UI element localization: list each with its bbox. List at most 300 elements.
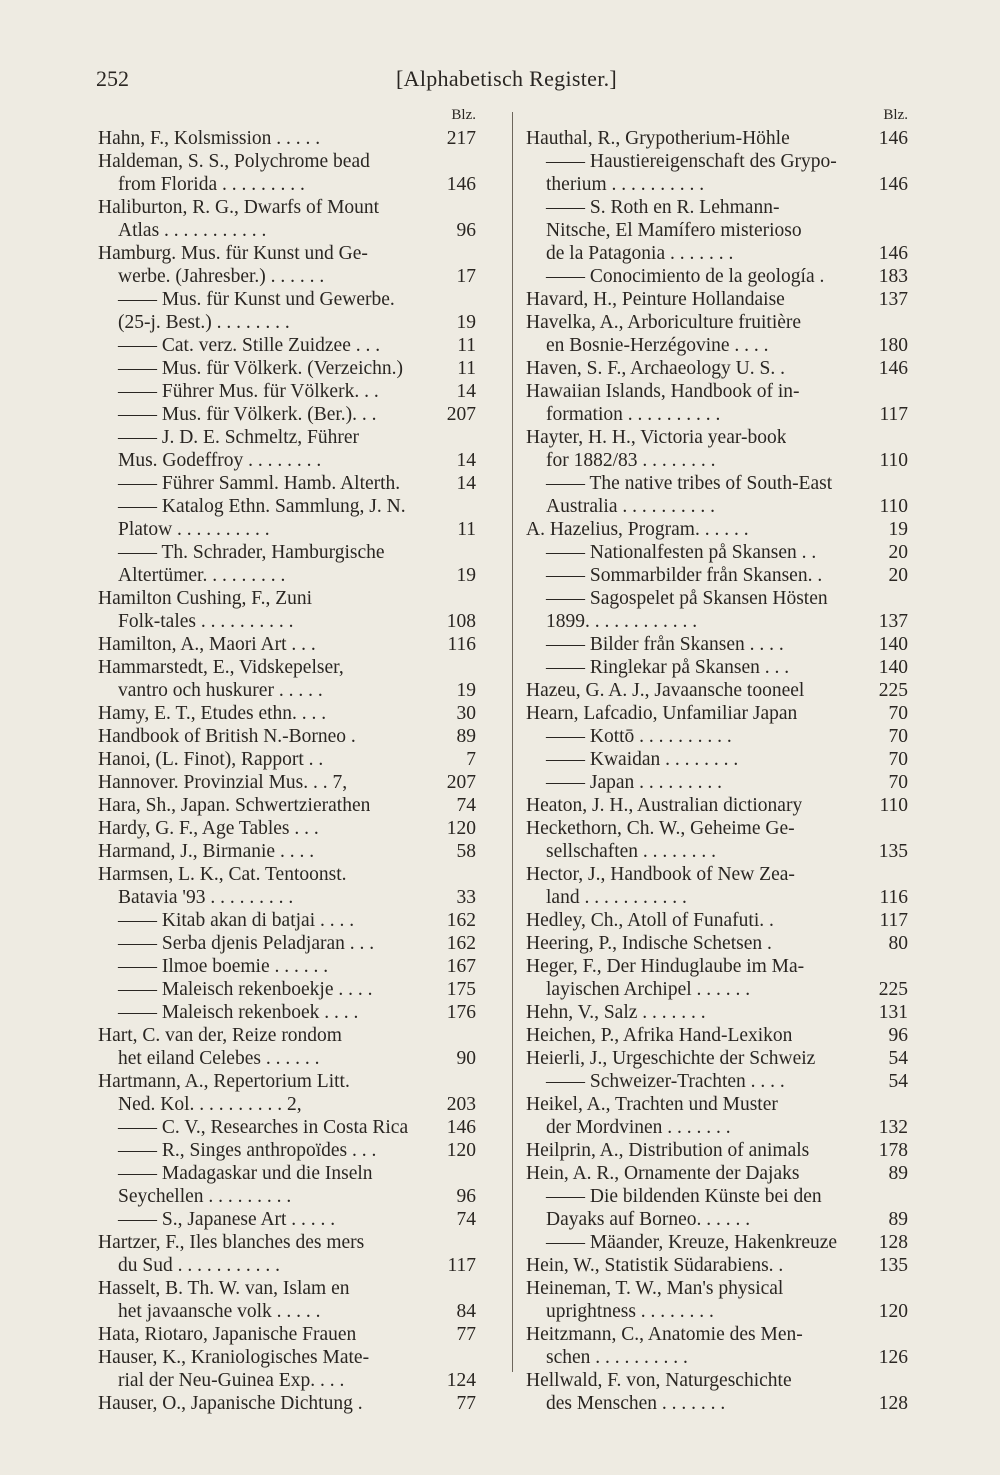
entry-page: [884, 219, 908, 242]
entry-page: 162: [446, 933, 476, 954]
entry-page: 128: [878, 1393, 908, 1414]
entry-page: 146: [878, 243, 908, 264]
entry-text: Hearn, Lafcadio, Unfamiliar Japan: [526, 703, 798, 724]
entry-page: 14: [456, 450, 476, 471]
entry-page: 146: [878, 174, 908, 195]
index-entry: [526, 426, 908, 449]
entry-page: 19: [456, 312, 476, 333]
index-entry: [98, 748, 476, 771]
index-entry: [98, 909, 476, 932]
entry-text: —— C. V., Researches in Costa Rica: [118, 1117, 409, 1138]
entry-text: —— Mäander, Kreuze, Hakenkreuze: [546, 1232, 838, 1253]
entry-text: der Mordvinen . . . . . . .: [546, 1117, 731, 1138]
index-entry: [526, 1208, 908, 1231]
entry-text: Heger, F., Der Hinduglaube im Ma-: [526, 956, 805, 977]
entry-text: Mus. Godeffroy . . . . . . . .: [118, 450, 322, 471]
entry-text: Hellwald, F. von, Naturgeschichte: [526, 1370, 792, 1391]
entry-page: 110: [879, 496, 908, 517]
index-entry: [98, 541, 476, 564]
entry-text: schen . . . . . . . . . .: [546, 1347, 688, 1368]
entry-text: en Bosnie-Herzégovine . . . .: [546, 335, 769, 356]
entry-text: Hardy, G. F., Age Tables . . .: [98, 818, 319, 839]
index-entry: [526, 886, 908, 909]
index-entry: [98, 127, 476, 150]
index-entry: [98, 1001, 476, 1024]
index-entry: [98, 587, 476, 610]
entry-page: 124: [446, 1370, 476, 1391]
index-entry: [98, 771, 476, 794]
index-entry: [98, 1254, 476, 1277]
index-entry: [526, 1070, 908, 1093]
entry-page: 90: [456, 1048, 476, 1069]
index-entry: [526, 1162, 908, 1185]
entry-text: —— Die bildenden Künste bei den: [546, 1186, 822, 1207]
entry-text: —— Kottō . . . . . . . . . .: [546, 726, 732, 747]
index-entry: [526, 1001, 908, 1024]
entry-page: [884, 817, 908, 840]
page-column-label: Blz.: [883, 107, 908, 123]
entry-page: [884, 380, 908, 403]
entry-text: (25-j. Best.) . . . . . . . .: [118, 312, 290, 333]
entry-page: 7: [466, 749, 476, 770]
index-entry: [526, 748, 908, 771]
entry-text: —— Mus. für Kunst und Gewerbe.: [118, 289, 395, 310]
entry-text: Hehn, V., Salz . . . . . . .: [526, 1002, 706, 1023]
entry-text: des Menschen . . . . . . .: [546, 1393, 726, 1414]
index-entry: [526, 196, 908, 219]
entry-text: for 1882/83 . . . . . . . .: [546, 450, 716, 471]
entry-page: [884, 426, 908, 449]
entry-text: du Sud . . . . . . . . . . .: [118, 1255, 280, 1276]
entry-text: —— Cat. verz. Stille Zuidzee . . .: [118, 335, 381, 356]
entry-text: —— S., Japanese Art . . . . .: [118, 1209, 336, 1230]
entry-text: Seychellen . . . . . . . . .: [118, 1186, 292, 1207]
entry-page: 167: [446, 956, 476, 977]
entry-page: 84: [456, 1301, 476, 1322]
entry-page: [452, 1346, 476, 1369]
entry-page: 131: [878, 1002, 908, 1023]
entry-text: Handbook of British N.-Borneo .: [98, 726, 356, 747]
index-entry: [526, 702, 908, 725]
entry-text: —— The native tribes of South-East: [546, 473, 833, 494]
entry-text: —— Führer Mus. für Völkerk. . .: [118, 381, 379, 402]
entry-page: [452, 1231, 476, 1254]
index-entry: [526, 449, 908, 472]
entry-text: —— J. D. E. Schmeltz, Führer: [118, 427, 360, 448]
entry-text: Heitzmann, C., Anatomie des Men-: [526, 1324, 803, 1345]
right-entries: [526, 127, 908, 1415]
index-entry: [526, 1231, 908, 1254]
index-entry: [526, 127, 908, 150]
entry-text: Harmand, J., Birmanie . . . .: [98, 841, 315, 862]
entry-page: 11: [457, 519, 476, 540]
entry-text: 1899. . . . . . . . . . . .: [546, 611, 698, 632]
entry-page: [452, 1162, 476, 1185]
entry-page: 116: [447, 634, 476, 655]
index-entry: [98, 1392, 476, 1415]
entry-text: Haven, S. F., Archaeology U. S. .: [526, 358, 785, 379]
index-entry: [98, 817, 476, 840]
entry-text: Haldeman, S. S., Polychrome bead: [98, 151, 370, 172]
entry-page: [884, 863, 908, 886]
entry-text: Heckethorn, Ch. W., Geheime Ge-: [526, 818, 795, 839]
entry-text: —— Serba djenis Peladjaran . . .: [118, 933, 375, 954]
entry-page: 126: [878, 1347, 908, 1368]
page-column-label: Blz.: [451, 107, 476, 123]
entry-page: 54: [888, 1071, 908, 1092]
entry-page: 54: [888, 1048, 908, 1069]
index-entry: [98, 1369, 476, 1392]
entry-text: —— Katalog Ethn. Sammlung, J. N.: [118, 496, 406, 517]
entry-text: —— Kitab akan di batjai . . . .: [118, 910, 355, 931]
entry-page: [884, 1277, 908, 1300]
index-entry: [98, 656, 476, 679]
index-entry: [98, 932, 476, 955]
index-entry: [98, 1277, 476, 1300]
entry-page: 178: [878, 1140, 908, 1161]
entry-text: Harmsen, L. K., Cat. Tentoonst.: [98, 864, 347, 885]
entry-page: 70: [888, 726, 908, 747]
index-entry: [98, 288, 476, 311]
index-entry: [98, 725, 476, 748]
index-entry: [526, 495, 908, 518]
index-entry: [98, 403, 476, 426]
index-entry: [526, 794, 908, 817]
index-entry: [526, 863, 908, 886]
entry-text: —— Bilder från Skansen . . . .: [546, 634, 784, 655]
entry-page: [884, 955, 908, 978]
entry-page: 207: [446, 772, 476, 793]
index-entry: [98, 518, 476, 541]
index-entry: [526, 518, 908, 541]
index-entry: [526, 840, 908, 863]
entry-text: Hamy, E. T., Etudes ethn. . . .: [98, 703, 327, 724]
entry-page: [884, 196, 908, 219]
entry-page: 77: [456, 1324, 476, 1345]
index-entry: [526, 1093, 908, 1116]
entry-text: —— Ilmoe boemie . . . . . .: [118, 956, 329, 977]
entry-page: 180: [878, 335, 908, 356]
entry-page: 183: [878, 266, 908, 287]
entry-text: Hein, W., Statistik Südarabiens. .: [526, 1255, 784, 1276]
index-entry: [98, 1323, 476, 1346]
index-entry: [526, 1047, 908, 1070]
entry-page: 11: [457, 335, 476, 356]
index-entry: [98, 426, 476, 449]
entry-page: 140: [878, 657, 908, 678]
index-entry: [526, 1369, 908, 1392]
entry-text: formation . . . . . . . . . .: [546, 404, 721, 425]
entry-page: 96: [456, 220, 476, 241]
entry-text: —— R., Singes anthropoïdes . . .: [118, 1140, 377, 1161]
entry-page: 33: [456, 887, 476, 908]
index-entry: [98, 1162, 476, 1185]
entry-page: 20: [888, 542, 908, 563]
entry-page: [452, 495, 476, 518]
index-entry: [526, 1346, 908, 1369]
index-entry: [98, 1185, 476, 1208]
entry-page: 74: [456, 795, 476, 816]
entry-text: Platow . . . . . . . . . .: [118, 519, 270, 540]
entry-text: Hata, Riotaro, Japanische Frauen: [98, 1324, 357, 1345]
entry-page: 146: [878, 358, 908, 379]
index-entry: [526, 633, 908, 656]
entry-text: Hartzer, F., Iles blanches des mers: [98, 1232, 365, 1253]
index-entry: [98, 150, 476, 173]
page-header: [96, 66, 886, 100]
entry-page: 120: [878, 1301, 908, 1322]
entry-text: Hannover. Provinzial Mus. . . 7,: [98, 772, 348, 793]
index-entry: [98, 242, 476, 265]
index-entry: [98, 173, 476, 196]
entry-page: [452, 863, 476, 886]
entry-page: [452, 426, 476, 449]
index-entry: [526, 817, 908, 840]
entry-page: 70: [888, 703, 908, 724]
index-entry: [98, 1047, 476, 1070]
entry-text: Hanoi, (L. Finot), Rapport . .: [98, 749, 324, 770]
entry-page: 117: [879, 404, 908, 425]
entry-text: —— Sommarbilder från Skansen. .: [546, 565, 823, 586]
index-entry: [526, 219, 908, 242]
index-entry: [98, 978, 476, 1001]
index-entry: [526, 1277, 908, 1300]
index-entry: [526, 1139, 908, 1162]
entry-text: Ned. Kol. . . . . . . . . . 2,: [118, 1094, 302, 1115]
index-entry: [526, 1185, 908, 1208]
index-entry: [526, 1254, 908, 1277]
entry-text: sellschaften . . . . . . . .: [546, 841, 717, 862]
entry-page: 58: [456, 841, 476, 862]
entry-text: Hara, Sh., Japan. Schwertzierathen: [98, 795, 371, 816]
index-entry: [98, 196, 476, 219]
entry-page: [452, 656, 476, 679]
entry-page: [884, 1185, 908, 1208]
entry-text: Hart, C. van der, Reize rondom: [98, 1025, 342, 1046]
index-entry: [526, 955, 908, 978]
index-entry: [526, 978, 908, 1001]
index-entry: [98, 886, 476, 909]
entry-page: 20: [888, 565, 908, 586]
entry-text: Dayaks auf Borneo. . . . . .: [546, 1209, 751, 1230]
entry-text: Hawaiian Islands, Handbook of in-: [526, 381, 800, 402]
index-entry: [526, 1116, 908, 1139]
index-entry: [526, 1323, 908, 1346]
entry-text: —— Führer Samml. Hamb. Alterth.: [118, 473, 401, 494]
index-entry: [526, 265, 908, 288]
index-entry: [526, 173, 908, 196]
index-entry: [98, 1208, 476, 1231]
entry-text: Folk-tales . . . . . . . . . .: [118, 611, 294, 632]
entry-text: Heineman, T. W., Man's physical: [526, 1278, 784, 1299]
entry-text: het eiland Celebes . . . . . .: [118, 1048, 320, 1069]
entry-page: [452, 242, 476, 265]
entry-page: [452, 1024, 476, 1047]
index-entry: [526, 403, 908, 426]
entry-page: 14: [456, 473, 476, 494]
entry-text: therium . . . . . . . . . .: [546, 174, 705, 195]
entry-page: 146: [446, 174, 476, 195]
entry-page: [452, 1070, 476, 1093]
index-entry: [526, 150, 908, 173]
index-entry: [98, 564, 476, 587]
entry-page: 140: [878, 634, 908, 655]
entry-page: [884, 1369, 908, 1392]
entry-page: 117: [447, 1255, 476, 1276]
entry-text: Nitsche, El Mamífero misterioso: [546, 220, 802, 241]
entry-text: —— Schweizer-Trachten . . . .: [546, 1071, 785, 1092]
index-entry: [526, 311, 908, 334]
entry-page: 146: [878, 128, 908, 149]
index-entry: [98, 702, 476, 725]
index-entry: [526, 1392, 908, 1415]
entry-text: layischen Archipel . . . . . .: [546, 979, 751, 1000]
index-entry: [98, 955, 476, 978]
entry-page: [884, 1093, 908, 1116]
entry-text: Atlas . . . . . . . . . . .: [118, 220, 267, 241]
entry-page: 96: [456, 1186, 476, 1207]
entry-text: Australia . . . . . . . . . .: [546, 496, 715, 517]
entry-text: —— Madagaskar und die Inseln: [118, 1163, 373, 1184]
entry-page: 110: [879, 450, 908, 471]
entry-page: 225: [878, 979, 908, 1000]
entry-text: —— Maleisch rekenboek . . . .: [118, 1002, 359, 1023]
index-entry: [98, 610, 476, 633]
entry-text: het javaansche volk . . . . .: [118, 1301, 321, 1322]
entry-page: 80: [888, 933, 908, 954]
entry-page: 135: [878, 841, 908, 862]
index-entry: [526, 564, 908, 587]
index-entry: [98, 334, 476, 357]
entry-text: —— Japan . . . . . . . . .: [546, 772, 723, 793]
entry-text: werbe. (Jahresber.) . . . . . .: [118, 266, 325, 287]
entry-text: Hamilton Cushing, F., Zuni: [98, 588, 313, 609]
index-entry: [526, 380, 908, 403]
entry-text: —— Sagospelet på Skansen Hösten: [546, 588, 828, 609]
entry-page: 19: [456, 680, 476, 701]
entry-text: —— Maleisch rekenboekje . . . .: [118, 979, 373, 1000]
entry-page: 14: [456, 381, 476, 402]
entry-page: 203: [446, 1094, 476, 1115]
entry-page: 77: [456, 1393, 476, 1414]
entry-text: Hamburg. Mus. für Kunst und Ge-: [98, 243, 368, 264]
entry-page: 128: [878, 1232, 908, 1253]
index-entry: [526, 909, 908, 932]
entry-text: Hasselt, B. Th. W. van, Islam en: [98, 1278, 350, 1299]
entry-page: 19: [456, 565, 476, 586]
entry-text: Hein, A. R., Ornamente der Dajaks: [526, 1163, 800, 1184]
entry-page: [452, 1277, 476, 1300]
entry-page: 89: [888, 1209, 908, 1230]
entry-page: 207: [446, 404, 476, 425]
index-entry: [526, 1024, 908, 1047]
entry-page: 70: [888, 772, 908, 793]
index-entry: [98, 863, 476, 886]
index-entry: [526, 1300, 908, 1323]
entry-text: Havard, H., Peinture Hollandaise: [526, 289, 785, 310]
entry-page: [452, 288, 476, 311]
index-entry: [98, 1231, 476, 1254]
index-entry: [98, 1139, 476, 1162]
index-entry: [98, 794, 476, 817]
entry-page: 175: [446, 979, 476, 1000]
entry-page: [884, 150, 908, 173]
entry-page: 89: [456, 726, 476, 747]
entry-page: 70: [888, 749, 908, 770]
index-entry: [98, 840, 476, 863]
entry-text: land . . . . . . . . . . .: [546, 887, 687, 908]
entry-text: —— Haustiereigenschaft des Grypo-: [546, 151, 837, 172]
entry-text: Hauser, O., Japanische Dichtung .: [98, 1393, 363, 1414]
index-entry: [98, 219, 476, 242]
entry-page: [884, 1323, 908, 1346]
entry-page: 146: [446, 1117, 476, 1138]
entry-page: [884, 587, 908, 610]
index-entry: [526, 541, 908, 564]
entry-page: 176: [446, 1002, 476, 1023]
index-entry: [526, 656, 908, 679]
entry-page: 11: [457, 358, 476, 379]
entry-page: 110: [879, 795, 908, 816]
entry-text: Hayter, H. H., Victoria year-book: [526, 427, 787, 448]
entry-text: Haliburton, R. G., Dwarfs of Mount: [98, 197, 380, 218]
index-entry: [98, 472, 476, 495]
index-entry: [526, 288, 908, 311]
page-number: 252: [96, 66, 129, 91]
entry-page: 74: [456, 1209, 476, 1230]
entry-text: Heikel, A., Trachten und Muster: [526, 1094, 778, 1115]
entry-text: Hazeu, G. A. J., Javaansche tooneel: [526, 680, 805, 701]
index-entry: [526, 334, 908, 357]
index-entry: [98, 311, 476, 334]
entry-page: 217: [446, 128, 476, 149]
entry-text: from Florida . . . . . . . . .: [118, 174, 305, 195]
index-entry: [526, 242, 908, 265]
index-entry: [98, 265, 476, 288]
entry-page: [884, 472, 908, 495]
entry-page: 30: [456, 703, 476, 724]
entry-page: 108: [446, 611, 476, 632]
entry-text: —— Conocimiento de la geología .: [546, 266, 825, 287]
index-entry: [526, 679, 908, 702]
entry-text: —— S. Roth en R. Lehmann-: [546, 197, 780, 218]
index-entry: [98, 1093, 476, 1116]
running-title: [Alphabetisch Register.]: [396, 66, 618, 91]
entry-text: Heilprin, A., Distribution of animals: [526, 1140, 810, 1161]
index-entry: [98, 1070, 476, 1093]
index-entry: [526, 932, 908, 955]
entry-text: Batavia '93 . . . . . . . . .: [118, 887, 294, 908]
entry-text: Hamilton, A., Maori Art . . .: [98, 634, 316, 655]
entry-page: 89: [888, 1163, 908, 1184]
entry-text: —— Mus. für Völkerk. (Ber.). . .: [118, 404, 377, 425]
entry-page: 137: [878, 611, 908, 632]
entry-text: vantro och huskurer . . . . .: [118, 680, 323, 701]
index-entry: [526, 610, 908, 633]
entry-text: rial der Neu-Guinea Exp. . . .: [118, 1370, 345, 1391]
entry-text: —— Mus. für Völkerk. (Verzeichn.): [118, 358, 404, 379]
entry-text: Hedley, Ch., Atoll of Funafuti. .: [526, 910, 774, 931]
index-entry: [526, 472, 908, 495]
entry-text: —— Nationalfesten på Skansen . .: [546, 542, 817, 563]
entry-text: Hammarstedt, E., Vidskepelser,: [98, 657, 344, 678]
entry-page: 19: [888, 519, 908, 540]
entry-text: A. Hazelius, Program. . . . . .: [526, 519, 749, 540]
entry-text: Hector, J., Handbook of New Zea-: [526, 864, 795, 885]
index-entry: [98, 449, 476, 472]
entry-page: 116: [879, 887, 908, 908]
entry-text: Havelka, A., Arboriculture fruitière: [526, 312, 802, 333]
